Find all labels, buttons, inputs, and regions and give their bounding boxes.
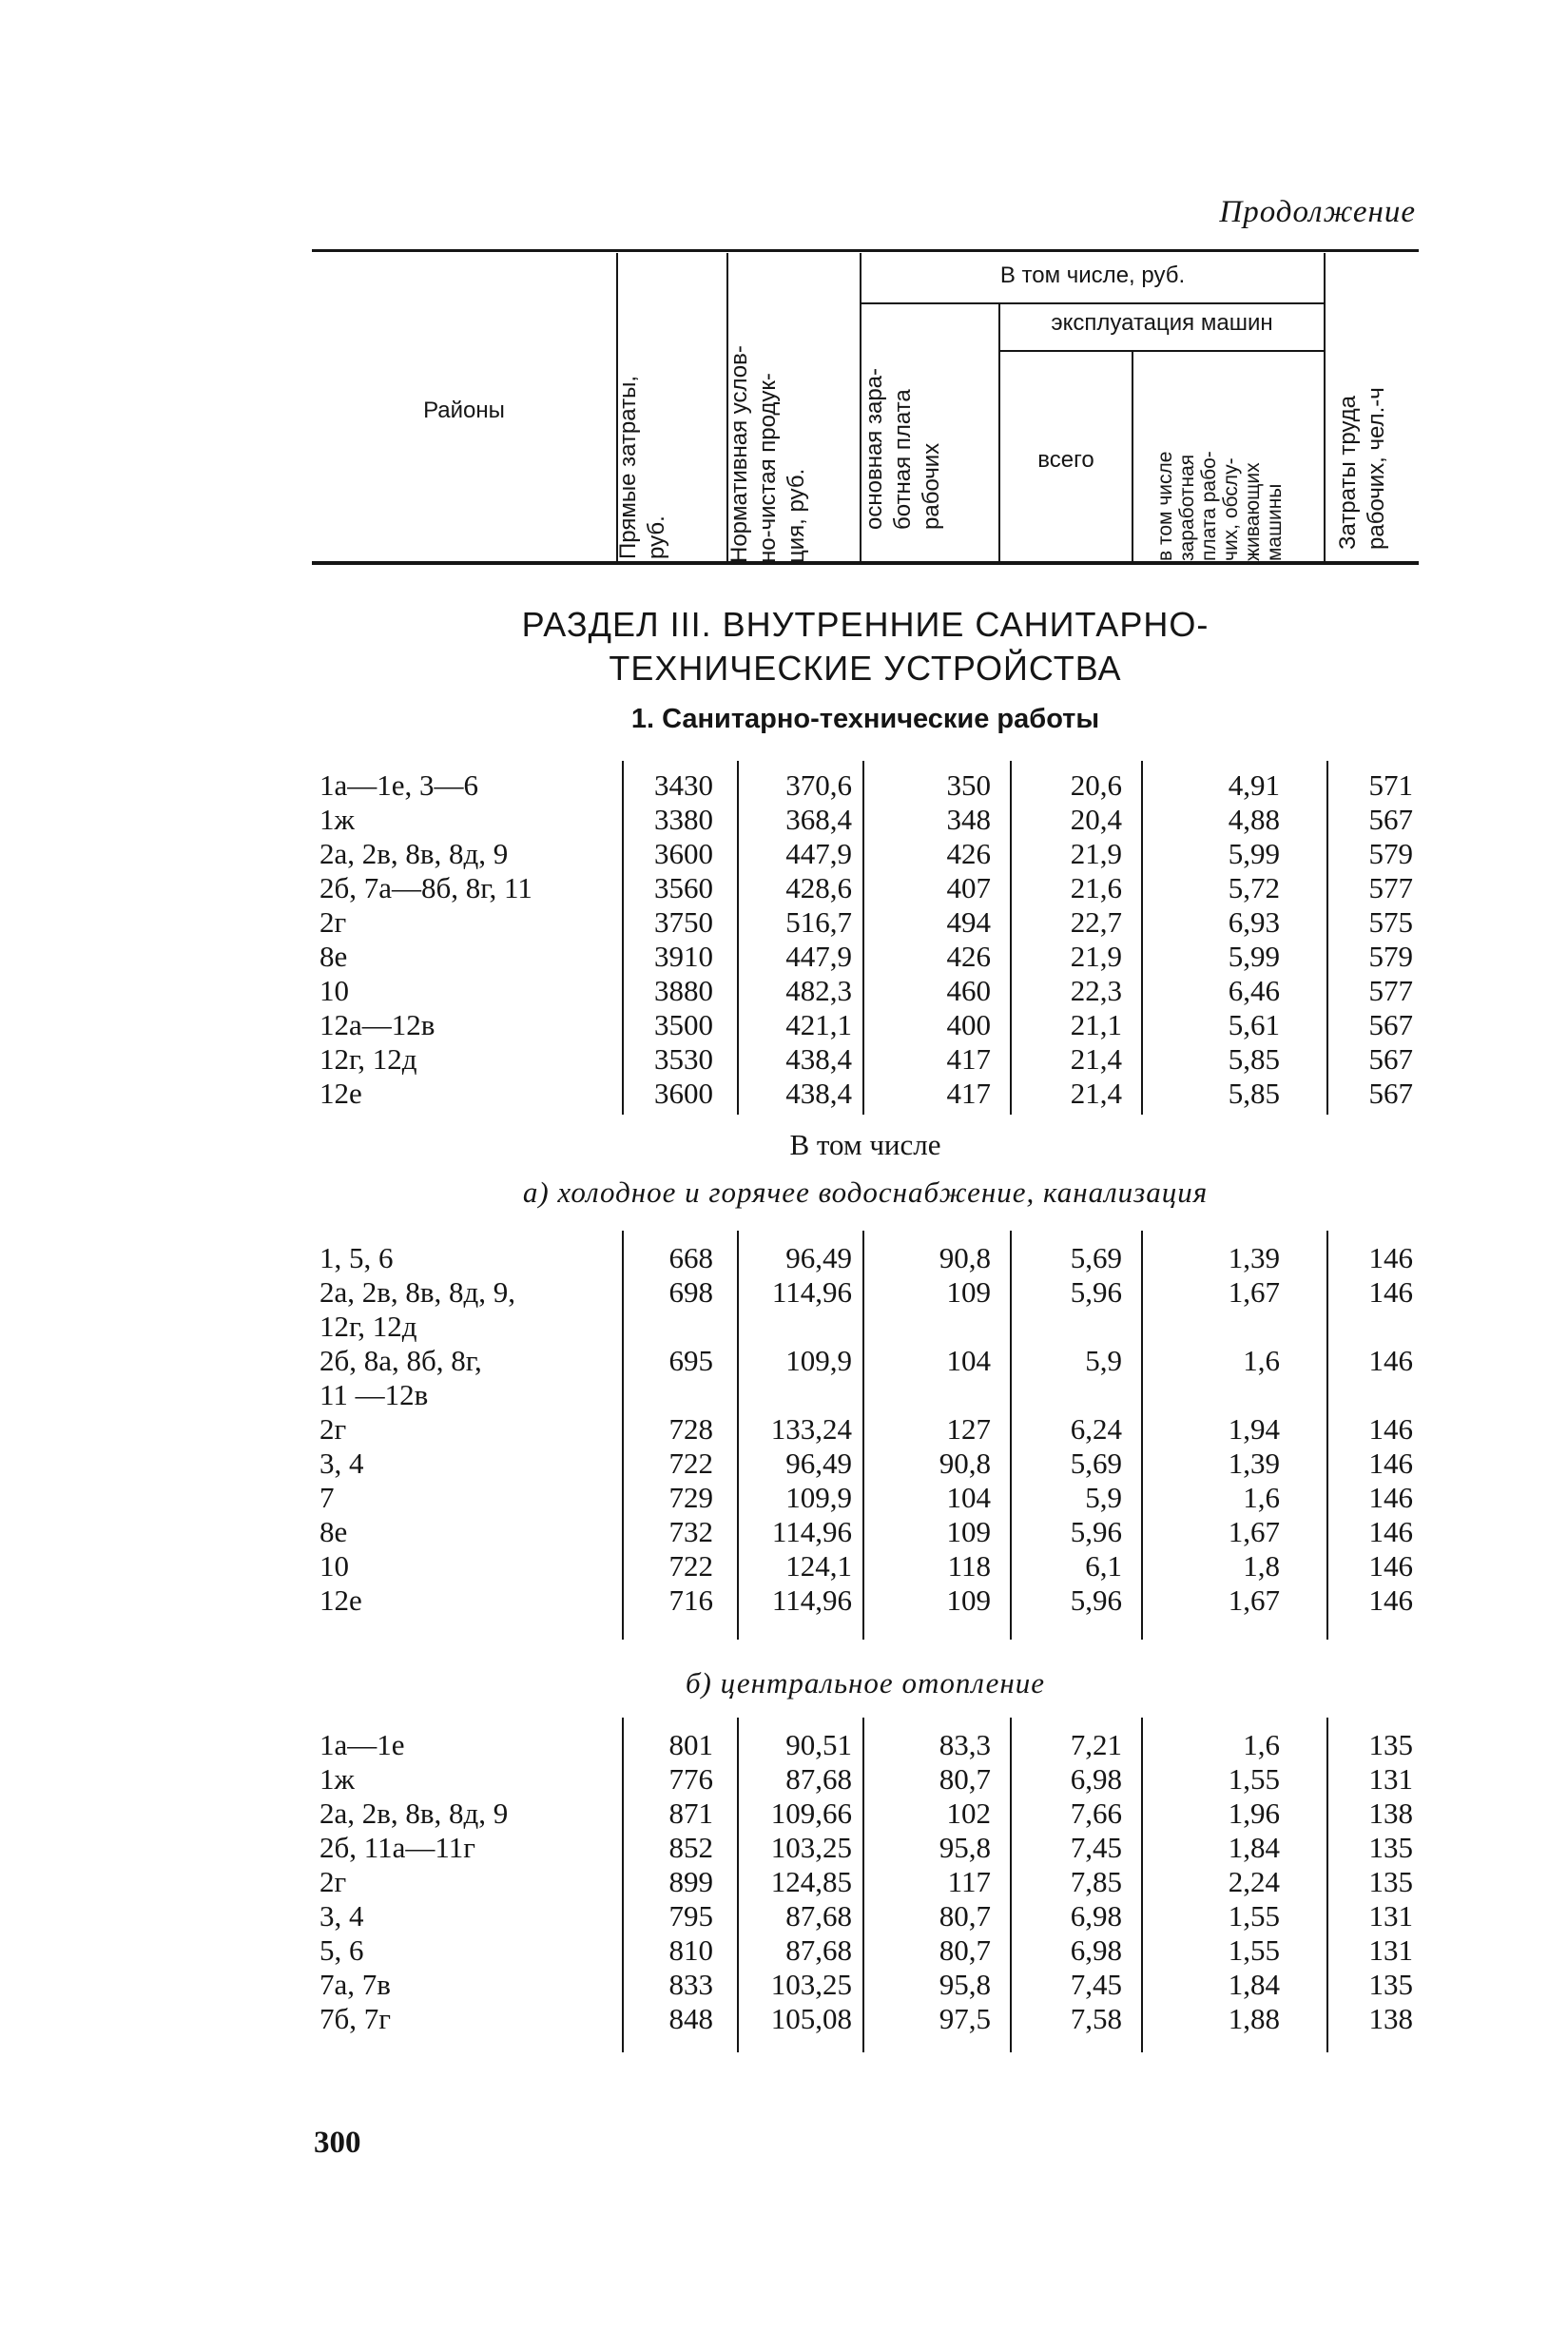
cell-machines-total: 7,85: [1070, 1865, 1122, 1898]
cell-direct-costs: 776: [668, 1762, 713, 1796]
header-direct-costs: Прямые затраты, руб.: [615, 376, 669, 559]
cell-direct-costs: 848: [668, 2002, 713, 2035]
cell-machines-total: 5,96: [1070, 1275, 1122, 1309]
cell-district: 2б, 7а—8б, 8г, 11: [319, 871, 532, 904]
table-row: [0, 2002, 1568, 2036]
header-normative-output: Нормативная услов- но-чистая продук- ция, руб.: [726, 345, 809, 563]
table-row: [0, 1241, 1568, 1275]
cell-machines-total: 7,58: [1070, 2002, 1122, 2035]
cell-machines-wage: 5,99: [1228, 837, 1280, 870]
cell-machines-wage: 1,55: [1228, 1899, 1280, 1933]
cell-machines-total: 20,4: [1070, 803, 1122, 836]
table-row: [0, 871, 1568, 905]
cell-normative-output: 421,1: [785, 1008, 852, 1041]
table-row: [0, 1728, 1568, 1762]
cell-labor: 146: [1368, 1344, 1413, 1377]
cell-district: 3, 4: [319, 1899, 364, 1933]
table-row: [0, 1008, 1568, 1042]
cell-machines-total: 7,66: [1070, 1797, 1122, 1830]
cell-base-wage: 400: [946, 1008, 991, 1041]
table-row: [0, 1344, 1568, 1378]
cell-normative-output: 109,9: [785, 1481, 852, 1514]
cell-machines-total: 5,9: [1085, 1481, 1122, 1514]
cell-machines-wage: 1,84: [1228, 1968, 1280, 2001]
cell-normative-output: 87,68: [785, 1762, 852, 1796]
cell-direct-costs: 3600: [654, 1077, 713, 1110]
cell-machines-total: 5,69: [1070, 1241, 1122, 1274]
cell-machines-wage: 1,96: [1228, 1797, 1280, 1830]
cell-machines-wage: 1,67: [1228, 1583, 1280, 1617]
cell-base-wage: 109: [946, 1515, 991, 1548]
header-base-wage: основная зара- ботная плата рабочих: [861, 367, 944, 530]
cell-district: 1ж: [319, 803, 355, 836]
cell-base-wage: 80,7: [939, 1933, 991, 1967]
cell-direct-costs: 3530: [654, 1042, 713, 1076]
cell-normative-output: 103,25: [770, 1968, 852, 2001]
cell-base-wage: 80,7: [939, 1899, 991, 1933]
table-row: [0, 768, 1568, 803]
table-row: [0, 1077, 1568, 1111]
header-districts: Районы: [423, 398, 505, 423]
machines-underline: [1000, 350, 1324, 352]
cell-base-wage: 95,8: [939, 1831, 991, 1864]
cell-direct-costs: 801: [668, 1728, 713, 1761]
cell-machines-total: 5,96: [1070, 1583, 1122, 1617]
cell-machines-wage: 1,6: [1243, 1344, 1280, 1377]
cell-direct-costs: 3600: [654, 837, 713, 870]
cell-base-wage: 83,3: [939, 1728, 991, 1761]
cell-machines-total: 5,69: [1070, 1447, 1122, 1480]
cell-direct-costs: 3910: [654, 940, 713, 973]
cell-district: 8е: [319, 940, 348, 973]
cell-machines-total: 20,6: [1070, 768, 1122, 802]
cell-direct-costs: 3880: [654, 974, 713, 1007]
cell-machines-total: 7,21: [1070, 1728, 1122, 1761]
table-row: [0, 1549, 1568, 1583]
table-row: [0, 803, 1568, 837]
subsection-title: 1. Санитарно-технические работы: [630, 704, 1100, 734]
cell-base-wage: 102: [946, 1797, 991, 1830]
cell-labor: 138: [1368, 2002, 1413, 2035]
cell-district: 7а, 7в: [319, 1968, 391, 2001]
cell-direct-costs: 810: [668, 1933, 713, 1967]
cell-labor: 577: [1368, 974, 1413, 1007]
cell-direct-costs: 833: [668, 1968, 713, 2001]
cell-normative-output: 516,7: [785, 905, 852, 939]
cell-district: 5, 6: [319, 1933, 364, 1967]
cell-machines-wage: 4,88: [1228, 803, 1280, 836]
cell-direct-costs: 732: [668, 1515, 713, 1548]
cell-district: 12г, 12д: [319, 1042, 417, 1076]
cell-district-continued: 12г, 12д: [319, 1310, 417, 1343]
header-total: всего: [1037, 447, 1094, 473]
cell-normative-output: 114,96: [771, 1583, 852, 1617]
cell-direct-costs: 3750: [654, 905, 713, 939]
cell-labor: 131: [1368, 1933, 1413, 1967]
cell-direct-costs: 729: [668, 1481, 713, 1514]
cell-base-wage: 407: [946, 871, 991, 904]
cell-labor: 135: [1368, 1831, 1413, 1864]
cell-normative-output: 124,1: [785, 1549, 852, 1583]
cell-normative-output: 370,6: [785, 768, 852, 802]
cell-labor: 135: [1368, 1968, 1413, 2001]
cell-district: 7: [319, 1481, 335, 1514]
header-incl-wage: в том числе заработная плата рабо- чих, обслу- живающих машины: [1154, 451, 1286, 561]
cell-base-wage: 426: [946, 940, 991, 973]
subheading-central-heating: б) центральное отопление: [685, 1666, 1046, 1700]
cell-labor: 131: [1368, 1762, 1413, 1796]
cell-normative-output: 428,6: [785, 871, 852, 904]
cell-normative-output: 96,49: [785, 1241, 852, 1274]
cell-base-wage: 127: [946, 1412, 991, 1446]
cell-labor: 567: [1368, 1077, 1413, 1110]
cell-normative-output: 87,68: [785, 1933, 852, 1967]
cell-direct-costs: 795: [668, 1899, 713, 1933]
cell-normative-output: 438,4: [785, 1042, 852, 1076]
cell-labor: 146: [1368, 1549, 1413, 1583]
table-row: [0, 974, 1568, 1008]
table-row: [0, 1447, 1568, 1481]
header-labor: Затраты труда рабочих, чел.-ч: [1335, 387, 1389, 550]
cell-labor: 567: [1368, 803, 1413, 836]
cell-direct-costs: 3430: [654, 768, 713, 802]
cell-base-wage: 109: [946, 1275, 991, 1309]
cell-normative-output: 87,68: [785, 1899, 852, 1933]
cell-labor: 579: [1368, 837, 1413, 870]
cell-base-wage: 80,7: [939, 1762, 991, 1796]
cell-machines-total: 7,45: [1070, 1968, 1122, 2001]
cell-machines-total: 5,9: [1085, 1344, 1122, 1377]
cell-machines-total: 6,24: [1070, 1412, 1122, 1446]
header-top-rule: [312, 249, 1419, 252]
cell-machines-wage: 5,99: [1228, 940, 1280, 973]
cell-machines-wage: 1,94: [1228, 1412, 1280, 1446]
table-row: [0, 1762, 1568, 1797]
cell-district: 2г: [319, 905, 347, 939]
cell-machines-total: 6,98: [1070, 1899, 1122, 1933]
cell-machines-wage: 4,91: [1228, 768, 1280, 802]
cell-normative-output: 114,96: [771, 1515, 852, 1548]
cell-normative-output: 438,4: [785, 1077, 852, 1110]
table-row: [0, 905, 1568, 940]
cell-labor: 131: [1368, 1899, 1413, 1933]
cell-normative-output: 105,08: [770, 2002, 852, 2035]
cell-machines-total: 6,98: [1070, 1933, 1122, 1967]
cell-machines-wage: 1,67: [1228, 1275, 1280, 1309]
table-row: [0, 1831, 1568, 1865]
cell-district: 12е: [319, 1583, 362, 1617]
cell-direct-costs: 871: [668, 1797, 713, 1830]
cell-labor: 575: [1368, 905, 1413, 939]
cell-district: 2б, 8а, 8б, 8г,: [319, 1344, 482, 1377]
cell-base-wage: 118: [947, 1549, 991, 1583]
cell-labor: 577: [1368, 871, 1413, 904]
cell-district: 2б, 11а—11г: [319, 1831, 475, 1864]
cell-direct-costs: 668: [668, 1241, 713, 1274]
cell-base-wage: 90,8: [939, 1241, 991, 1274]
cell-district: 2а, 2в, 8в, 8д, 9,: [319, 1275, 516, 1309]
cell-machines-wage: 1,55: [1228, 1933, 1280, 1967]
cell-labor: 146: [1368, 1447, 1413, 1480]
cell-machines-total: 21,6: [1070, 871, 1122, 904]
cell-district: 10: [319, 1549, 349, 1583]
cell-district: 1а—1е: [319, 1728, 405, 1761]
including-label: В том числе: [789, 1128, 941, 1161]
cell-labor: 567: [1368, 1042, 1413, 1076]
header-divider: [1132, 352, 1133, 561]
cell-machines-wage: 1,6: [1243, 1728, 1280, 1761]
cell-machines-wage: 5,61: [1228, 1008, 1280, 1041]
cell-machines-total: 21,1: [1070, 1008, 1122, 1041]
cell-labor: 579: [1368, 940, 1413, 973]
header-divider: [998, 304, 1000, 561]
cell-machines-total: 21,4: [1070, 1077, 1122, 1110]
cell-direct-costs: 722: [668, 1447, 713, 1480]
cell-machines-total: 6,1: [1085, 1549, 1122, 1583]
cell-district: 10: [319, 974, 349, 1007]
cell-machines-wage: 1,88: [1228, 2002, 1280, 2035]
cell-normative-output: 482,3: [785, 974, 852, 1007]
table-row: [0, 1797, 1568, 1831]
cell-base-wage: 97,5: [939, 2002, 991, 2035]
cell-district: 1, 5, 6: [319, 1241, 394, 1274]
cell-labor: 146: [1368, 1583, 1413, 1617]
cell-normative-output: 96,49: [785, 1447, 852, 1480]
cell-machines-total: 21,4: [1070, 1042, 1122, 1076]
cell-direct-costs: 3380: [654, 803, 713, 836]
cell-machines-wage: 1,67: [1228, 1515, 1280, 1548]
cell-machines-total: 5,96: [1070, 1515, 1122, 1548]
cell-district: 2а, 2в, 8в, 8д, 9: [319, 1797, 509, 1830]
section-title-line-1: РАЗДЕЛ III. ВНУТРЕННИЕ САНИТАРНО-: [521, 605, 1210, 644]
cell-district: 1а—1е, 3—6: [319, 768, 479, 802]
cell-direct-costs: 722: [668, 1549, 713, 1583]
cell-base-wage: 426: [946, 837, 991, 870]
table-row: [0, 1042, 1568, 1077]
cell-machines-total: 21,9: [1070, 940, 1122, 973]
cell-normative-output: 114,96: [771, 1275, 852, 1309]
cell-machines-wage: 2,24: [1228, 1865, 1280, 1898]
cell-direct-costs: 3500: [654, 1008, 713, 1041]
cell-base-wage: 104: [946, 1344, 991, 1377]
table-row: [0, 1481, 1568, 1515]
cell-base-wage: 417: [946, 1042, 991, 1076]
cell-base-wage: 90,8: [939, 1447, 991, 1480]
cell-machines-total: 22,3: [1070, 974, 1122, 1007]
cell-labor: 146: [1368, 1241, 1413, 1274]
cell-labor: 146: [1368, 1275, 1413, 1309]
cell-base-wage: 350: [946, 768, 991, 802]
cell-normative-output: 103,25: [770, 1831, 852, 1864]
cell-labor: 571: [1368, 768, 1413, 802]
cell-machines-total: 22,7: [1070, 905, 1122, 939]
table-row-continuation: [0, 1310, 1568, 1344]
cell-base-wage: 460: [946, 974, 991, 1007]
cell-district: 12а—12в: [319, 1008, 436, 1041]
table-row: [0, 1412, 1568, 1447]
cell-labor: 146: [1368, 1481, 1413, 1514]
cell-labor: 567: [1368, 1008, 1413, 1041]
cell-direct-costs: 899: [668, 1865, 713, 1898]
cell-labor: 146: [1368, 1515, 1413, 1548]
cell-machines-total: 6,98: [1070, 1762, 1122, 1796]
cell-direct-costs: 716: [668, 1583, 713, 1617]
cell-machines-wage: 1,84: [1228, 1831, 1280, 1864]
cell-base-wage: 417: [946, 1077, 991, 1110]
cell-normative-output: 447,9: [785, 940, 852, 973]
cell-machines-total: 21,9: [1070, 837, 1122, 870]
table-row: [0, 1933, 1568, 1968]
table-row: [0, 1968, 1568, 2002]
cell-machines-wage: 1,39: [1228, 1241, 1280, 1274]
table-row: [0, 1899, 1568, 1933]
header-divider: [1324, 253, 1326, 561]
cell-base-wage: 95,8: [939, 1968, 991, 2001]
table-row: [0, 837, 1568, 871]
cell-normative-output: 133,24: [770, 1412, 852, 1446]
cell-normative-output: 90,51: [785, 1728, 852, 1761]
cell-normative-output: 368,4: [785, 803, 852, 836]
cell-base-wage: 348: [946, 803, 991, 836]
cell-machines-wage: 5,72: [1228, 871, 1280, 904]
cell-normative-output: 447,9: [785, 837, 852, 870]
cell-labor: 146: [1368, 1412, 1413, 1446]
cell-district-continued: 11 —12в: [319, 1378, 429, 1411]
cell-base-wage: 494: [946, 905, 991, 939]
table-row: [0, 1515, 1568, 1549]
table-row: [0, 1583, 1568, 1618]
cell-labor: 135: [1368, 1728, 1413, 1761]
continued-label: Продолжение: [1219, 195, 1416, 229]
cell-machines-wage: 5,85: [1228, 1042, 1280, 1076]
cell-machines-wage: 6,46: [1228, 974, 1280, 1007]
cell-district: 1ж: [319, 1762, 355, 1796]
table-row: [0, 940, 1568, 974]
table-row-continuation: [0, 1378, 1568, 1412]
header-bottom-rule: [312, 561, 1419, 565]
cell-normative-output: 124,85: [770, 1865, 852, 1898]
cell-direct-costs: 728: [668, 1412, 713, 1446]
header-including: В том числе, руб.: [999, 262, 1186, 288]
cell-labor: 135: [1368, 1865, 1413, 1898]
table-row: [0, 1275, 1568, 1310]
cell-machines-wage: 1,55: [1228, 1762, 1280, 1796]
cell-district: 3, 4: [319, 1447, 364, 1480]
cell-normative-output: 109,9: [785, 1344, 852, 1377]
cell-normative-output: 109,66: [770, 1797, 852, 1830]
cell-machines-wage: 1,8: [1243, 1549, 1280, 1583]
cell-district: 2г: [319, 1412, 347, 1446]
cell-direct-costs: 3560: [654, 871, 713, 904]
cell-machines-wage: 1,6: [1243, 1481, 1280, 1514]
cell-district: 8е: [319, 1515, 348, 1548]
table-row: [0, 1865, 1568, 1899]
cell-district: 12е: [319, 1077, 362, 1110]
cell-district: 2г: [319, 1865, 347, 1898]
cell-base-wage: 109: [946, 1583, 991, 1617]
cell-labor: 138: [1368, 1797, 1413, 1830]
header-machine-operation: эксплуатация машин: [1051, 310, 1273, 336]
cell-base-wage: 117: [947, 1865, 991, 1898]
cell-direct-costs: 698: [668, 1275, 713, 1309]
cell-base-wage: 104: [946, 1481, 991, 1514]
subheading-water-supply: а) холодное и горячее водоснабжение, канализация: [522, 1175, 1209, 1209]
cell-direct-costs: 852: [668, 1831, 713, 1864]
cell-direct-costs: 695: [668, 1344, 713, 1377]
cell-machines-total: 7,45: [1070, 1831, 1122, 1864]
page-number: 300: [314, 2126, 361, 2160]
cell-district: 2а, 2в, 8в, 8д, 9: [319, 837, 509, 870]
cell-machines-wage: 1,39: [1228, 1447, 1280, 1480]
cell-machines-wage: 6,93: [1228, 905, 1280, 939]
cell-machines-wage: 5,85: [1228, 1077, 1280, 1110]
cell-district: 7б, 7г: [319, 2002, 391, 2035]
section-title-line-2: ТЕХНИЧЕСКИЕ УСТРОЙСТВА: [609, 649, 1122, 688]
